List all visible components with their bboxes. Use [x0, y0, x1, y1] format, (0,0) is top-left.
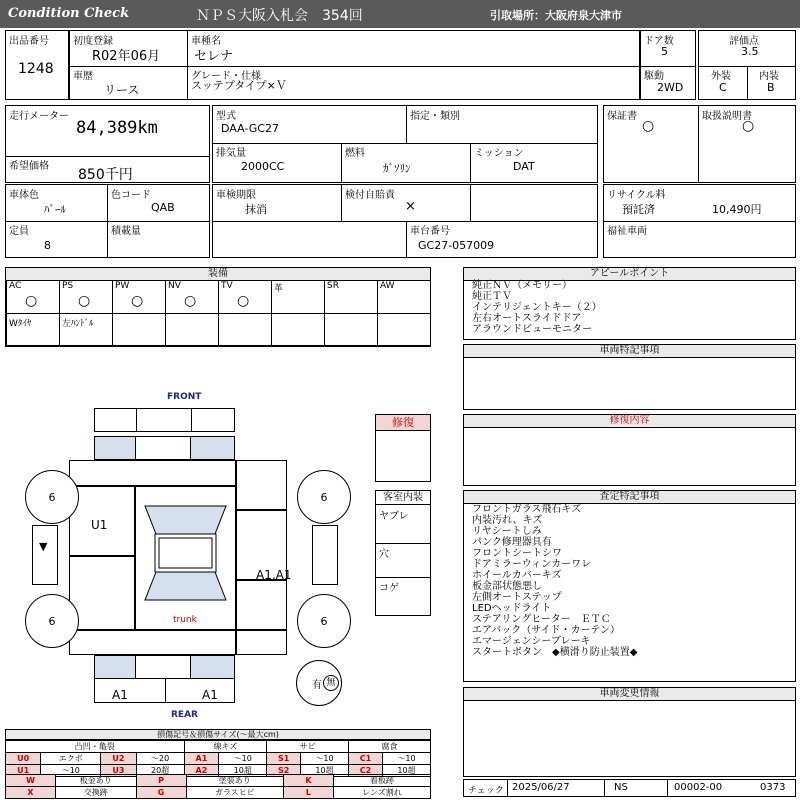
capacity-value: 8 [44, 239, 51, 252]
equipment-mark: ○ [25, 293, 38, 309]
mission-value: DAT [513, 160, 535, 173]
inspection-note-line: ドアミラーウィンカーワレ [472, 559, 592, 570]
equipment-cell [165, 280, 219, 314]
lot-label: 出品番号 [9, 36, 49, 47]
rear-label: REAR [171, 710, 198, 720]
legend-code: U1 [6, 765, 41, 777]
reg-label: 初度登録 [73, 36, 113, 47]
legend-group: サビ [267, 741, 349, 753]
repair-content-title: 修復内容 [464, 415, 795, 428]
vehicle-box [69, 30, 640, 100]
special-title: 車両特記事項 [464, 345, 795, 358]
legend-desc: 交換跡 [56, 787, 137, 799]
history-label: 車歴 [73, 71, 93, 82]
model-label: 型式 [216, 111, 236, 122]
inspection-note-line: 内装汚れ、キズ [472, 515, 543, 526]
legend-desc: 〜10 [301, 753, 349, 765]
fuel-value: ｶﾞｿﾘﾝ [383, 162, 411, 175]
equipment-mark: ○ [131, 293, 144, 309]
inspection-notes-title: 査定特記事項 [464, 491, 795, 504]
ext-label: 外装 [711, 71, 731, 82]
change-info-title: 車両変更情報 [464, 688, 795, 701]
ext-value: C [719, 81, 727, 94]
legend-code: L [283, 787, 333, 799]
lot-number: 1248 [18, 61, 54, 77]
equipment-cell-row2 [165, 313, 219, 346]
legend-desc: 〜10 [41, 765, 101, 777]
displacement-label: 排気量 [216, 148, 246, 159]
legend-code: U3 [101, 765, 136, 777]
insurance-value: × [405, 199, 416, 214]
legend-desc: 10超 [219, 765, 267, 777]
odometer-box [5, 105, 210, 183]
equipment-extra: 左ﾊﾝﾄﾞﾙ [62, 319, 94, 329]
equipment-cell-row2 [218, 313, 272, 346]
doors-box [640, 30, 696, 100]
front-label: FRONT [167, 392, 202, 402]
int-label: 内装 [759, 71, 779, 82]
price-value: 850千円 [78, 167, 133, 183]
legend-code: P [136, 775, 186, 787]
legend-desc: 板金あり [56, 775, 137, 787]
equipment-label: PS [62, 281, 74, 291]
inspection-note-line: LEDヘッドライト [472, 603, 552, 614]
recycle-box [603, 184, 796, 258]
appeal-line: 左右オートスライドドア [472, 313, 582, 324]
interior-burn: コゲ [379, 583, 399, 594]
mission-label: ミッション [474, 148, 524, 159]
legend-desc: 10超 [382, 765, 430, 777]
legend-desc: 20超 [136, 765, 184, 777]
model-value: DAA-GC27 [221, 122, 279, 135]
drive-label: 駆動 [644, 71, 664, 82]
price-label: 希望価格 [9, 161, 49, 172]
legend-title: 損傷記号＆損傷サイズ(〜最大cm) [5, 729, 431, 740]
legend-group: 腐食 [348, 741, 430, 753]
damage-a1-rear-right: A1 [202, 688, 218, 702]
mirror-mark: ▼ [39, 540, 48, 553]
equipment-label: AW [380, 281, 395, 291]
footer-bar [463, 779, 796, 797]
recycle-status: 預託済 [622, 203, 655, 216]
legend-group: 線キズ [184, 741, 267, 753]
legend-code: A1 [184, 753, 219, 765]
tire-front-right: 6 [297, 470, 351, 524]
appeal-line: 純正ＴＶ [472, 291, 512, 302]
equipment-cell-row2 [324, 313, 378, 346]
grade-label: グレード・仕様 [191, 71, 261, 82]
grade-value: スッテプタイプ×Ｖ [191, 79, 287, 92]
doors-value: 5 [661, 45, 668, 58]
header-bar [0, 0, 800, 28]
appeal-title: アピールポイント [464, 268, 795, 281]
warranty-box [603, 105, 796, 183]
displacement-value: 2000CC [241, 160, 285, 173]
spare-label: 有 [312, 679, 322, 691]
equipment-label: 革 [274, 284, 284, 294]
legend-desc: ガラスヒビ [186, 787, 283, 799]
check-date: 2025/06/27 [512, 782, 570, 793]
equipment-label: SR [327, 281, 339, 291]
fuel-label: 燃料 [345, 148, 365, 159]
equipment-label: AC [9, 281, 22, 291]
equipment-cell [112, 280, 166, 314]
inspection-note-line: フロントシートシワ [472, 548, 562, 559]
legend-desc: 〜20 [136, 753, 184, 765]
footer-code: 00002-00 [674, 782, 723, 793]
legend-code: K [283, 775, 333, 787]
tire-rear-left: 6 [25, 594, 79, 648]
equipment-cell [271, 280, 325, 314]
auction-title: ＮＰＳ大阪入札会 354回 [196, 8, 363, 24]
warranty-label: 保証書 [607, 111, 637, 122]
legend-code: G [136, 787, 186, 799]
inspection-note-line: ホイールカバーキズ [472, 570, 562, 581]
designation-label: 指定・類別 [410, 111, 460, 122]
car-diagram [20, 390, 370, 720]
colorcode-value: QAB [151, 201, 175, 214]
tire-front-left: 6 [25, 470, 79, 524]
spare-icon: 無 [323, 675, 339, 691]
legend-desc: 塗装あり [186, 775, 283, 787]
equipment-title: 装備 [6, 268, 430, 281]
legend-code: C2 [348, 765, 382, 777]
pickup-location: 引取場所：大阪府泉大津市 [490, 9, 622, 22]
inspection-note-line: スタートボタン ◆横滑り防止装置◆ [472, 647, 638, 658]
legend-code: X [6, 787, 56, 799]
color-box [5, 184, 210, 258]
equipment-cell [324, 280, 378, 314]
equipment-cell [218, 280, 272, 314]
interior-box [375, 490, 431, 616]
inspector: NS [614, 782, 628, 793]
inspection-note-line: パンク修理器具有 [472, 537, 552, 548]
score-value: 3.5 [741, 45, 759, 58]
manual-value: ○ [742, 118, 755, 134]
odometer-value: 84,389km [76, 118, 158, 138]
damage-a1a1: A1,A1 [256, 568, 292, 582]
interior-hole: 穴 [379, 549, 389, 560]
color-value: ﾊﾟｰﾙ [44, 203, 66, 216]
equipment-cell-row2 [377, 313, 431, 346]
appeal-line: アラウンドビューモニター [472, 324, 592, 335]
first-registration: R02年06月 [92, 49, 161, 64]
appeal-line: インテリジェントキー（２） [472, 302, 602, 313]
legend-code: S1 [267, 753, 301, 765]
inspection-note-line: エマージェンシーブレーキ [472, 636, 591, 647]
legend-desc: 〜10 [219, 753, 267, 765]
appeal-line: 純正ＮＶ（メモリー） [472, 280, 572, 291]
manual-label: 取扱説明書 [702, 111, 752, 122]
legend-desc: 10超 [301, 765, 349, 777]
legend-code: S2 [267, 765, 301, 777]
chassis-label: 車台番号 [410, 226, 450, 237]
right-mirror [312, 525, 338, 585]
int-value: B [767, 81, 775, 94]
check-label: チェック [468, 786, 504, 796]
legend-code: W [6, 775, 56, 787]
inspection-note-line: フロントガラス飛石キズ [472, 504, 582, 515]
colorcode-label: 色コード [111, 190, 151, 201]
interior-tear: ヤブレ [379, 511, 409, 522]
equipment-label: TV [221, 281, 233, 291]
inspection-note-line: 板金部状態悪し [472, 581, 542, 592]
recycle-amount: 10,490円 [712, 203, 762, 216]
footer-number: 0373 [760, 782, 786, 793]
car-name: セレナ [194, 49, 234, 64]
equipment-mark: ○ [184, 293, 197, 309]
equipment-label: NV [168, 281, 181, 291]
chassis-value: GC27-057009 [418, 239, 495, 252]
spec-box [212, 105, 598, 183]
interior-title: 客室内装 [376, 491, 430, 505]
equipment-label: PW [115, 281, 130, 291]
damage-a1-rear-left: A1 [112, 688, 128, 702]
inspection-note-line: エアバック（サイド・カーテン） [472, 625, 620, 636]
legend-desc: 着板跡 [333, 775, 430, 787]
legend-code: U2 [101, 753, 136, 765]
score-label: 評価点 [729, 36, 759, 47]
left-mirror [32, 525, 58, 585]
legend-desc: レンズ割れ [333, 787, 430, 799]
color-label: 車体色 [9, 190, 39, 201]
spare-tire [296, 660, 342, 706]
inspection-note-line: 左側オートステップ [472, 592, 562, 603]
legend [5, 729, 431, 797]
appeal-panel [463, 267, 796, 340]
repair-content-panel [463, 414, 796, 486]
inspection-label: 車検期限 [216, 190, 256, 201]
insurance-label: 検付自賠責 [345, 190, 395, 201]
name-label: 車種名 [191, 36, 221, 47]
score-box [698, 30, 796, 100]
inspection-note-line: リヤシートしみ [472, 526, 542, 537]
welfare-label: 福祉車両 [607, 226, 647, 237]
drive-value: 2WD [657, 81, 684, 94]
equipment-cell [6, 280, 60, 314]
tire-rear-right: 6 [297, 594, 351, 648]
inspection-notes-panel [463, 490, 796, 682]
odo-label: 走行メーター [9, 111, 69, 122]
inspection-value: 抹消 [245, 203, 267, 216]
equipment-table [5, 267, 431, 347]
inspection-box [212, 184, 598, 258]
equipment-cell [377, 280, 431, 314]
legend-desc: 〜10 [382, 753, 430, 765]
legend-code: A2 [184, 765, 219, 777]
equipment-mark: ○ [237, 293, 250, 309]
equipment-mark: ○ [78, 293, 91, 309]
damage-u1: U1 [91, 518, 108, 532]
car-history: リース [104, 83, 140, 97]
equipment-cell [59, 280, 113, 314]
equipment-cell-row2 [271, 313, 325, 346]
trunk-label: trunk [173, 615, 197, 625]
load-label: 積載量 [111, 226, 141, 237]
inspection-note-line: ステアリングヒーター ＥＴＣ [472, 614, 611, 625]
lot-box [5, 30, 69, 100]
special-panel [463, 344, 796, 410]
recycle-label: リサイクル料 [607, 190, 666, 201]
change-info-panel [463, 687, 796, 777]
repair-box [375, 414, 431, 482]
equipment-cell-row2 [112, 313, 166, 346]
equipment-cell-row2 [59, 313, 113, 346]
capacity-label: 定員 [9, 226, 29, 237]
legend-group: 凸凹・亀裂 [6, 741, 185, 753]
legend-code: C1 [348, 753, 382, 765]
equipment-cell-row2 [6, 313, 60, 346]
repair-title: 修復 [376, 415, 430, 431]
equipment-extra: Wﾀｲﾔ [9, 319, 32, 329]
legend-desc: エクボ [41, 753, 101, 765]
warranty-value: ○ [642, 118, 655, 134]
legend-code: U0 [6, 753, 41, 765]
condition-check-title: Condition Check [8, 6, 130, 21]
doors-label: ドア数 [644, 36, 674, 47]
glass-shapes [135, 486, 236, 630]
